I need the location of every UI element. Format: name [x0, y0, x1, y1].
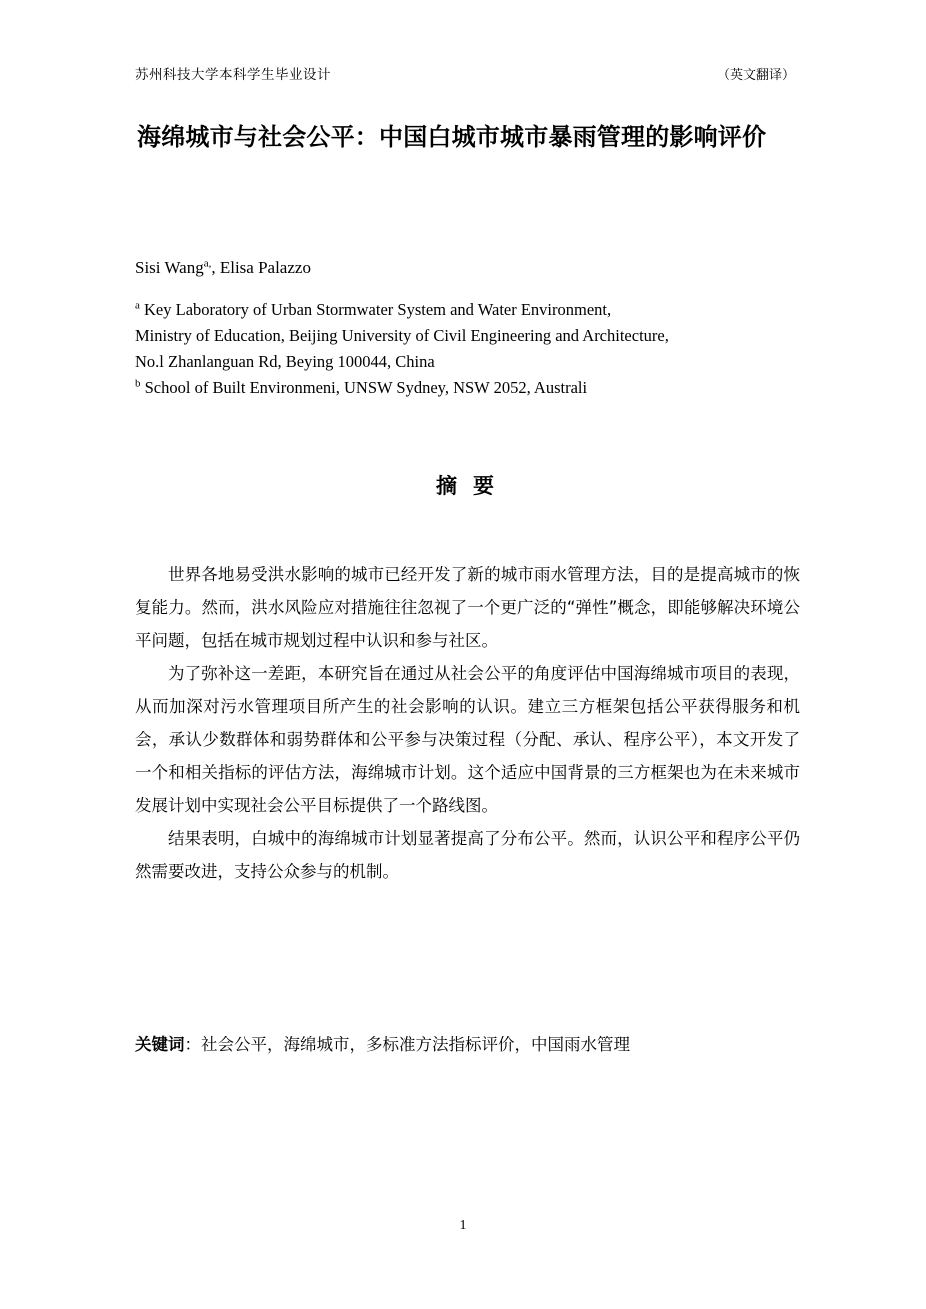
header-right-text: （英文翻译）: [716, 68, 795, 83]
affiliation-text: Ministry of Education, Beijing University of Civil Engineering and Architecture,: [135, 326, 669, 346]
affiliation-line: [135, 323, 835, 349]
abstract-paragraph: 世界各地易受洪水影响的城市已经开发了新的城市雨水管理方法，目的是提高城市的恢复能力。然而，洪水风险应对措施往往忽视了一个更广泛的“弹性”概念，即能够解决环境公平问题，包括在城市规划过程中认识和参与社区。: [135, 565, 800, 650]
page-title: 海绵城市与社会公平：中国白城市城市暴雨管理的影响评价: [137, 123, 767, 151]
affiliation-text: No.l Zhanlanguan Rd, Beying 100044, China: [135, 352, 435, 372]
keywords-label: 关键词: [135, 1035, 185, 1054]
keywords-separator: ：: [184, 1035, 201, 1054]
affiliation-line: [135, 297, 835, 323]
affiliation-text: Key Laboratory of Urban Stormwater System and Water Environment,: [144, 300, 612, 319]
affiliation-marker: b: [135, 377, 141, 390]
affiliation-block: [135, 297, 835, 401]
abstract-body: [135, 558, 800, 888]
affiliation-text: School of Built Environmeni, UNSW Sydney, NSW 2052, Australi: [144, 378, 588, 398]
author-list: [135, 255, 835, 281]
abstract-paragraph: 结果表明，白城中的海绵城市计划显著提高了分布公平。然而，认识公平和程序公平仍然需要改进，支持公众参与的机制。: [135, 829, 800, 881]
affiliation-line: [135, 375, 835, 401]
page-header: [135, 63, 795, 83]
keywords-value: 社会公平，海绵城市，多标准方法指标评价，中国雨水管理: [201, 1035, 630, 1054]
author-name-secondary: , Elisa Palazzo: [211, 258, 311, 277]
author-affiliation-marker-a: a,: [203, 257, 212, 270]
keywords-line: [135, 1030, 815, 1060]
page-number: 1: [459, 1218, 467, 1233]
affiliation-line: [135, 349, 835, 375]
abstract-heading: 摘要: [436, 474, 510, 498]
abstract-paragraph: 为了弥补这一差距，本研究旨在通过从社会公平的角度评估中国海绵城市项目的表现，从而加深对污水管理项目所产生的社会影响的认识。建立三方框架包括公平获得服务和机会，承认少数群体和弱势群体和公平参与决策过程（分配、承认、程序公平），本文开发了一个和相关指标的评估方法，海绵城市计划。这个适应中国背景的三方框架也为在未来城市发展计划中实现社会公平目标提供了一个路线图。: [135, 664, 800, 815]
affiliation-marker: a: [135, 299, 140, 312]
author-name-primary: Sisi Wang: [135, 258, 204, 277]
header-left-text: 苏州科技大学本科学生毕业设计: [135, 67, 331, 83]
